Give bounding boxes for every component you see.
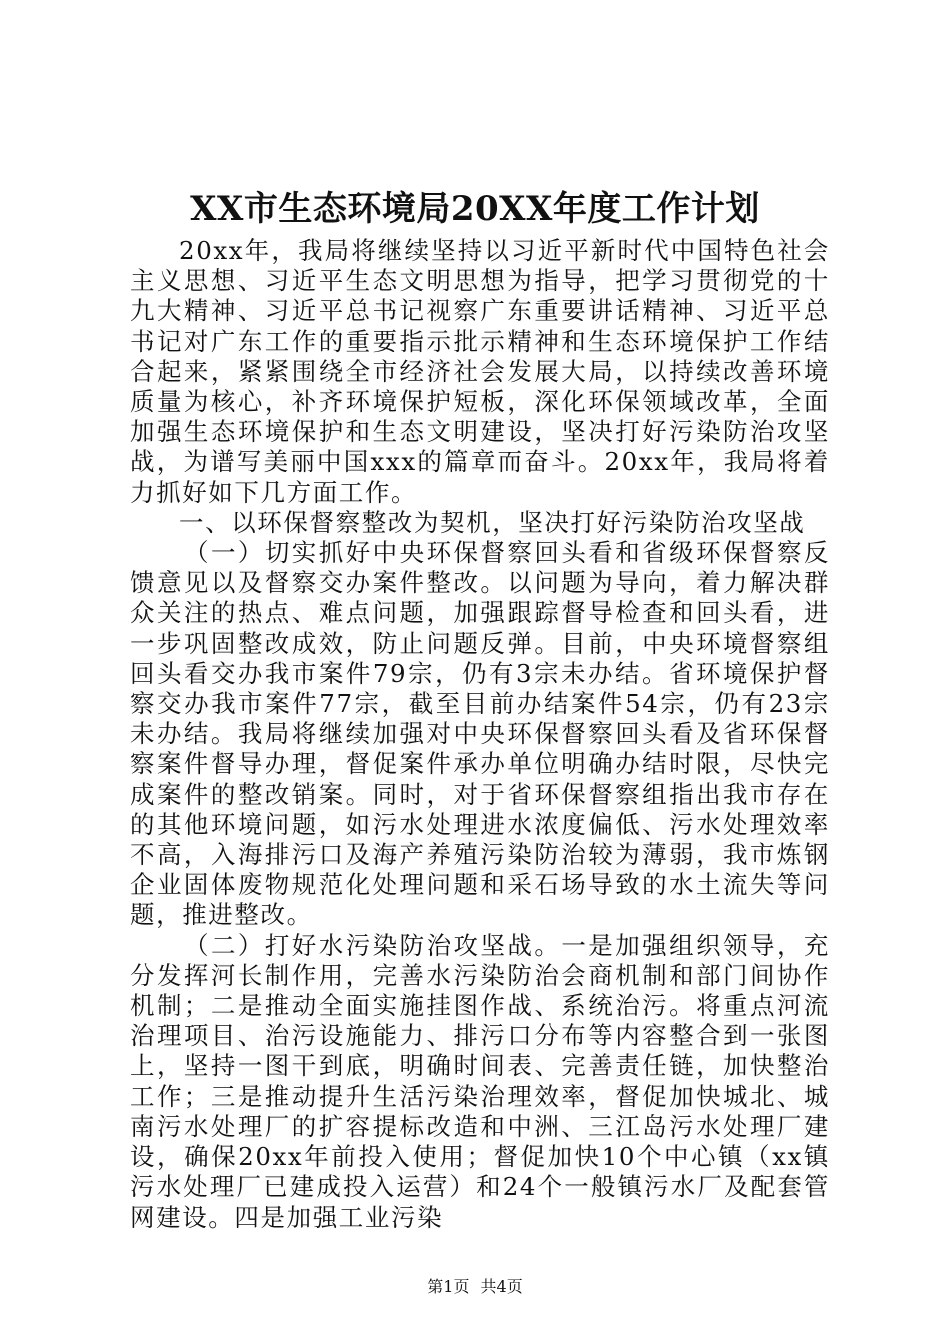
subsection-paragraph-2: （二）打好水污染防治攻坚战。一是加强组织领导，充分发挥河长制作用，完善水污染防治会商机制和部门间协作机制；二是推动全面实施挂图作战、系统治污。将重点河流治理项目、治污设施能力、排污口分布等内容整合到一张图上，坚持一图干到底，明确时间表、完善责任链，加快整治工作；三是推动提升生活污染治理效率，督促加快城北、城南污水处理厂的扩容提标改造和中洲、三江岛污水处理厂建设，确保20xx年前投入使用；督促加快10个中心镇（xx镇污水处理厂已建成投入运营）和24个一般镇污水厂及配套管网建设。四是加强工业污染 bbox=[130, 930, 830, 1232]
subsection-paragraph-1: （一）切实抓好中央环保督察回头看和省级环保督察反馈意见以及督察交办案件整改。以问题为导向，着力解决群众关注的热点、难点问题，加强跟踪督导检查和回头看，进一步巩固整改成效，防止问题反弹。目前，中央环境督察组回头看交办我市案件79宗，仍有3宗未办结。省环境保护督察交办我市案件77宗，截至目前办结案件54宗，仍有23宗未办结。我局将继续加强对中央环保督察回头看及省环保督察案件督导办理，督促案件承办单位明确办结时限，尽快完成案件的整改销案。同时，对于省环保督察组指出我市存在的其他环境问题，如污水处理进水浓度偏低、污水处理效率不高，入海排污口及海产养殖污染防治较为薄弱，我市炼钢企业固体废物规范化处理问题和采石场导致的水土流失等问题，推进整改。 bbox=[130, 538, 830, 930]
document-body bbox=[130, 236, 830, 1233]
document-title: XX市生态环境局20XX年度工作计划 bbox=[190, 189, 760, 229]
intro-paragraph: 20xx年，我局将继续坚持以习近平新时代中国特色社会主义思想、习近平生态文明思想为指导，把学习贯彻党的十九大精神、习近平总书记视察广东重要讲话精神、习近平总书记对广东工作的重要指示批示精神和生态环境保护工作结合起来，紧紧围绕全市经济社会发展大局，以持续改善环境质量为核心，补齐环境保护短板，深化环保领域改革，全面加强生态环境保护和生态文明建设，坚决打好污染防治攻坚战，为谱写美丽中国xxx的篇章而奋斗。20xx年，我局将着力抓好如下几方面工作。 bbox=[130, 236, 830, 507]
page-total: 共4页 bbox=[480, 1277, 523, 1296]
page-number: 第1页 bbox=[427, 1277, 470, 1296]
page-footer bbox=[0, 1277, 950, 1297]
section-heading-1: 一、以环保督察整改为契机，坚决打好污染防治攻坚战 bbox=[179, 507, 806, 537]
